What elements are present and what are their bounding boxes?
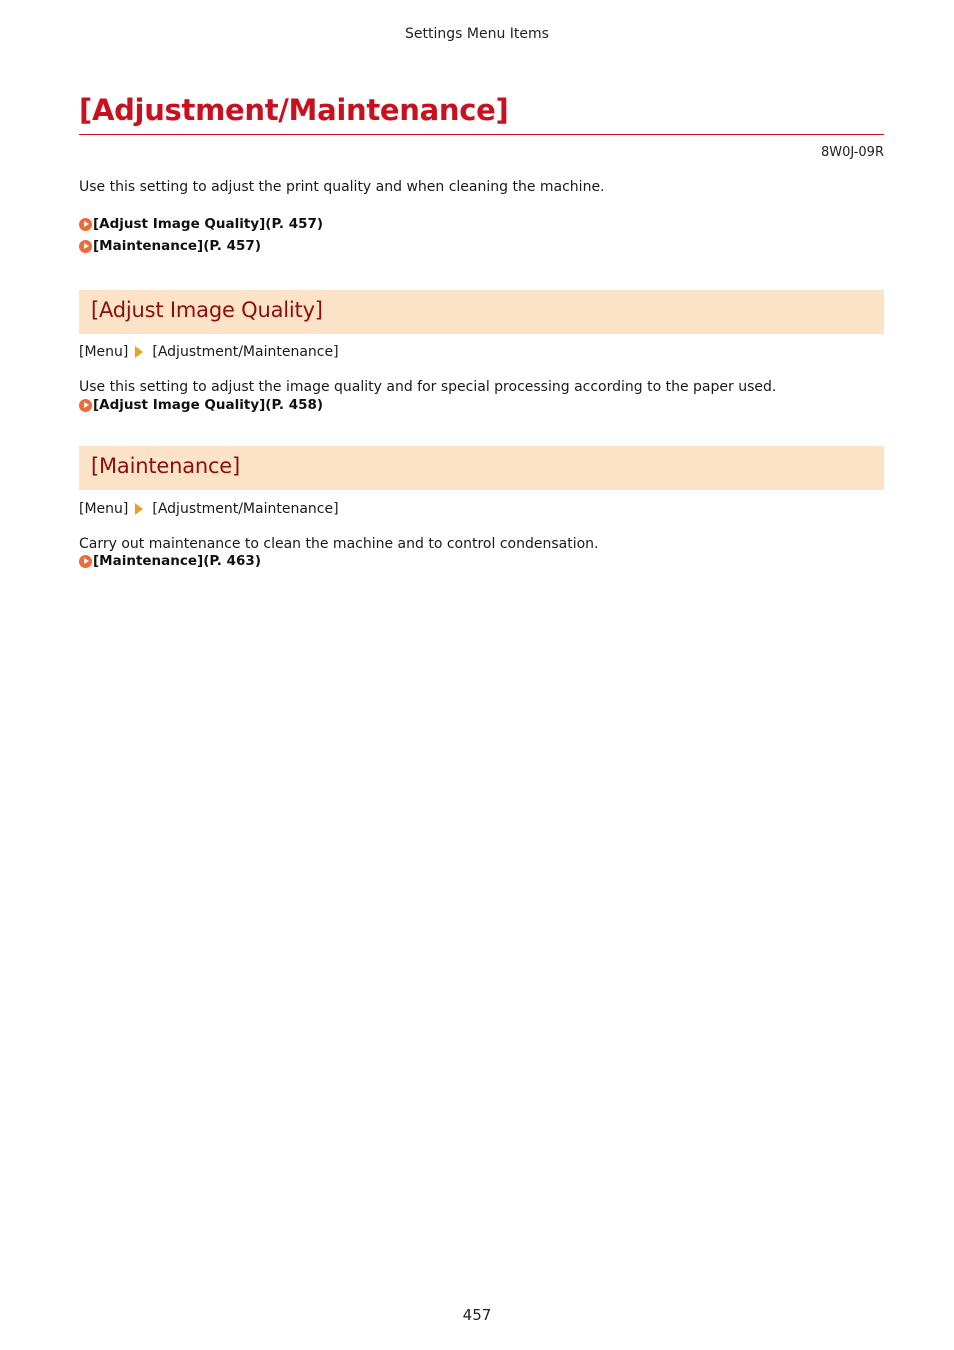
triangle-right-icon — [135, 503, 143, 515]
link-maintenance[interactable] — [79, 238, 261, 254]
link-label: [Adjust Image Quality](P. 458) — [93, 397, 324, 413]
section-heading: [Maintenance] — [91, 454, 241, 478]
link-maintenance-463[interactable] — [79, 553, 261, 569]
section-band-adjust-image-quality — [79, 290, 884, 334]
section-heading: [Adjust Image Quality] — [91, 298, 323, 322]
link-adjust-image-quality-458[interactable] — [79, 397, 323, 413]
circle-arrow-right-icon — [79, 555, 92, 568]
menu-path — [79, 501, 339, 517]
triangle-right-icon — [135, 346, 143, 358]
intro-text: Use this setting to adjust the print quality and when cleaning the machine. — [79, 179, 605, 195]
running-header: Settings Menu Items — [405, 26, 549, 42]
section-description: Carry out maintenance to clean the machine and to control condensation. — [79, 536, 599, 552]
link-label: [Maintenance](P. 457) — [93, 238, 261, 254]
link-label: [Maintenance](P. 463) — [93, 553, 261, 569]
section-band-maintenance — [79, 446, 884, 490]
section-description: Use this setting to adjust the image quality and for special processing according to the paper used. — [79, 379, 777, 395]
page-title: [Adjustment/Maintenance] — [79, 93, 509, 127]
title-divider — [79, 134, 884, 135]
circle-arrow-right-icon — [79, 240, 92, 253]
menu-path — [79, 344, 339, 360]
link-label: [Adjust Image Quality](P. 457) — [93, 216, 324, 232]
document-id: 8W0J-09R — [820, 145, 884, 160]
page-number: 457 — [462, 1306, 492, 1324]
circle-arrow-right-icon — [79, 218, 92, 231]
path-item: [Adjustment/Maintenance] — [152, 501, 339, 517]
path-item: [Menu] — [79, 501, 129, 517]
link-adjust-image-quality[interactable] — [79, 216, 323, 232]
circle-arrow-right-icon — [79, 399, 92, 412]
path-item: [Adjustment/Maintenance] — [152, 344, 339, 360]
path-item: [Menu] — [79, 344, 129, 360]
